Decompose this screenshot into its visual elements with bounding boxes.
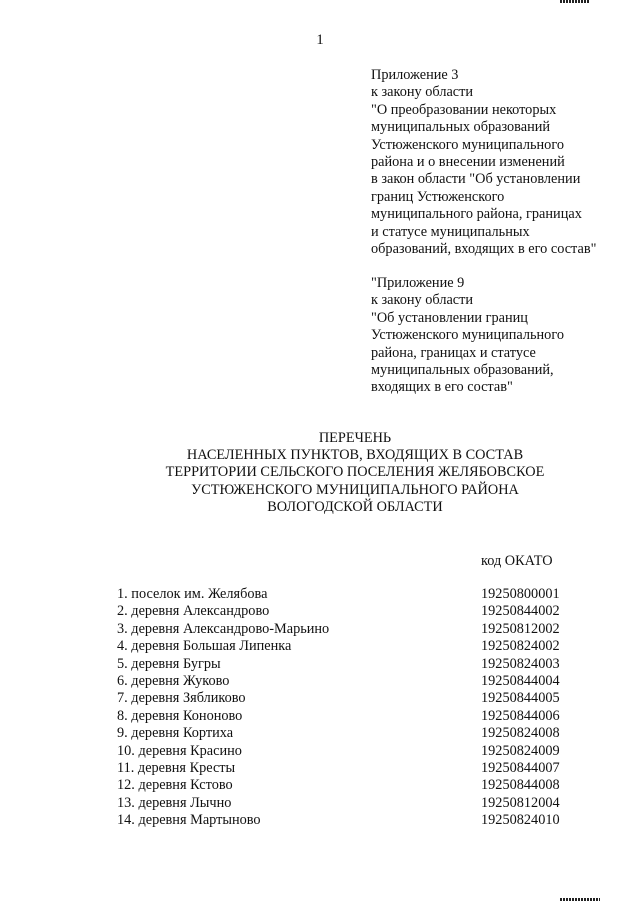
- settlement-row: [0, 725, 640, 742]
- okato-column-header: код ОКАТО: [481, 553, 553, 569]
- settlement-name: 13. деревня Лычно: [117, 794, 232, 811]
- settlement-name: 14. деревня Мартыново: [117, 812, 261, 829]
- settlement-row: [0, 743, 640, 760]
- settlement-row: [0, 690, 640, 707]
- settlement-name: 5. деревня Бугры: [117, 655, 221, 672]
- okato-code: 19250800001: [481, 586, 560, 602]
- settlement-row: [0, 760, 640, 777]
- okato-code: 19250844004: [481, 672, 560, 689]
- settlement-row: [0, 586, 640, 603]
- settlement-list: [0, 586, 640, 829]
- settlement-row: [0, 621, 640, 638]
- settlement-name: 9. деревня Кортиха: [117, 725, 234, 742]
- scan-mark: [560, 0, 590, 3]
- settlement-row: [0, 812, 640, 829]
- settlement-name: 3. деревня Александрово-Марьино: [117, 620, 330, 637]
- settlement-name: 4. деревня Большая Липенка: [117, 638, 292, 655]
- okato-code: 19250824002: [481, 638, 560, 655]
- okato-code: 19250844005: [481, 690, 560, 707]
- okato-code: 19250812004: [481, 794, 560, 811]
- settlement-row: [0, 673, 640, 690]
- okato-code: 19250824008: [481, 725, 560, 742]
- settlement-name: 11. деревня Кресты: [117, 759, 236, 776]
- okato-code: 19250824009: [481, 742, 560, 759]
- document-title: ПЕРЕЧЕНЬ НАСЕЛЕННЫХ ПУНКТОВ, ВХОДЯЩИХ В СОСТАВ ТЕРРИТОРИИ СЕЛЬСКОГО ПОСЕЛЕНИЯ ЖЕЛЯБОВСКОЕ УСТЮЖЕНСКОГО МУНИЦИПАЛЬНОГО РАЙОНА ВОЛОГОДСКОЙ ОБЛАСТИ: [165, 430, 545, 515]
- okato-code: 19250824003: [481, 655, 560, 672]
- settlement-name: 2. деревня Александрово: [117, 603, 270, 620]
- okato-code: 19250844006: [481, 707, 560, 724]
- scan-mark: [560, 898, 600, 901]
- settlement-name: 1. поселок им. Желябова: [117, 586, 268, 602]
- okato-code: 19250812002: [481, 620, 560, 637]
- page-number: 1: [316, 32, 324, 48]
- okato-code: 19250844002: [481, 603, 560, 620]
- settlement-row: [0, 638, 640, 655]
- settlement-name: 8. деревня Кононово: [117, 707, 243, 724]
- settlement-name: 7. деревня Зябликово: [117, 690, 246, 707]
- settlement-row: [0, 708, 640, 725]
- settlement-row: [0, 656, 640, 673]
- settlement-row: [0, 603, 640, 620]
- appendix-3-reference: Приложение 3 к закону области "О преобразовании некоторых муниципальных образований Устюженского муниципального района и о внесении изменений в закон области "Об установлении границ Устюженского муниципального района, границах и статусе муниципальных образований, входящих в его состав": [371, 67, 597, 258]
- okato-code: 19250844008: [481, 777, 560, 794]
- settlement-row: [0, 777, 640, 794]
- settlement-name: 12. деревня Кстово: [117, 777, 233, 794]
- settlement-row: [0, 795, 640, 812]
- settlement-name: 6. деревня Жуково: [117, 672, 230, 689]
- okato-code: 19250844007: [481, 759, 560, 776]
- okato-code: 19250824010: [481, 812, 560, 829]
- appendix-9-reference: "Приложение 9 к закону области "Об установлении границ Устюженского муниципального района, границах и статусе муниципальных образований, входящих в его состав": [371, 275, 564, 396]
- settlement-name: 10. деревня Красино: [117, 742, 242, 759]
